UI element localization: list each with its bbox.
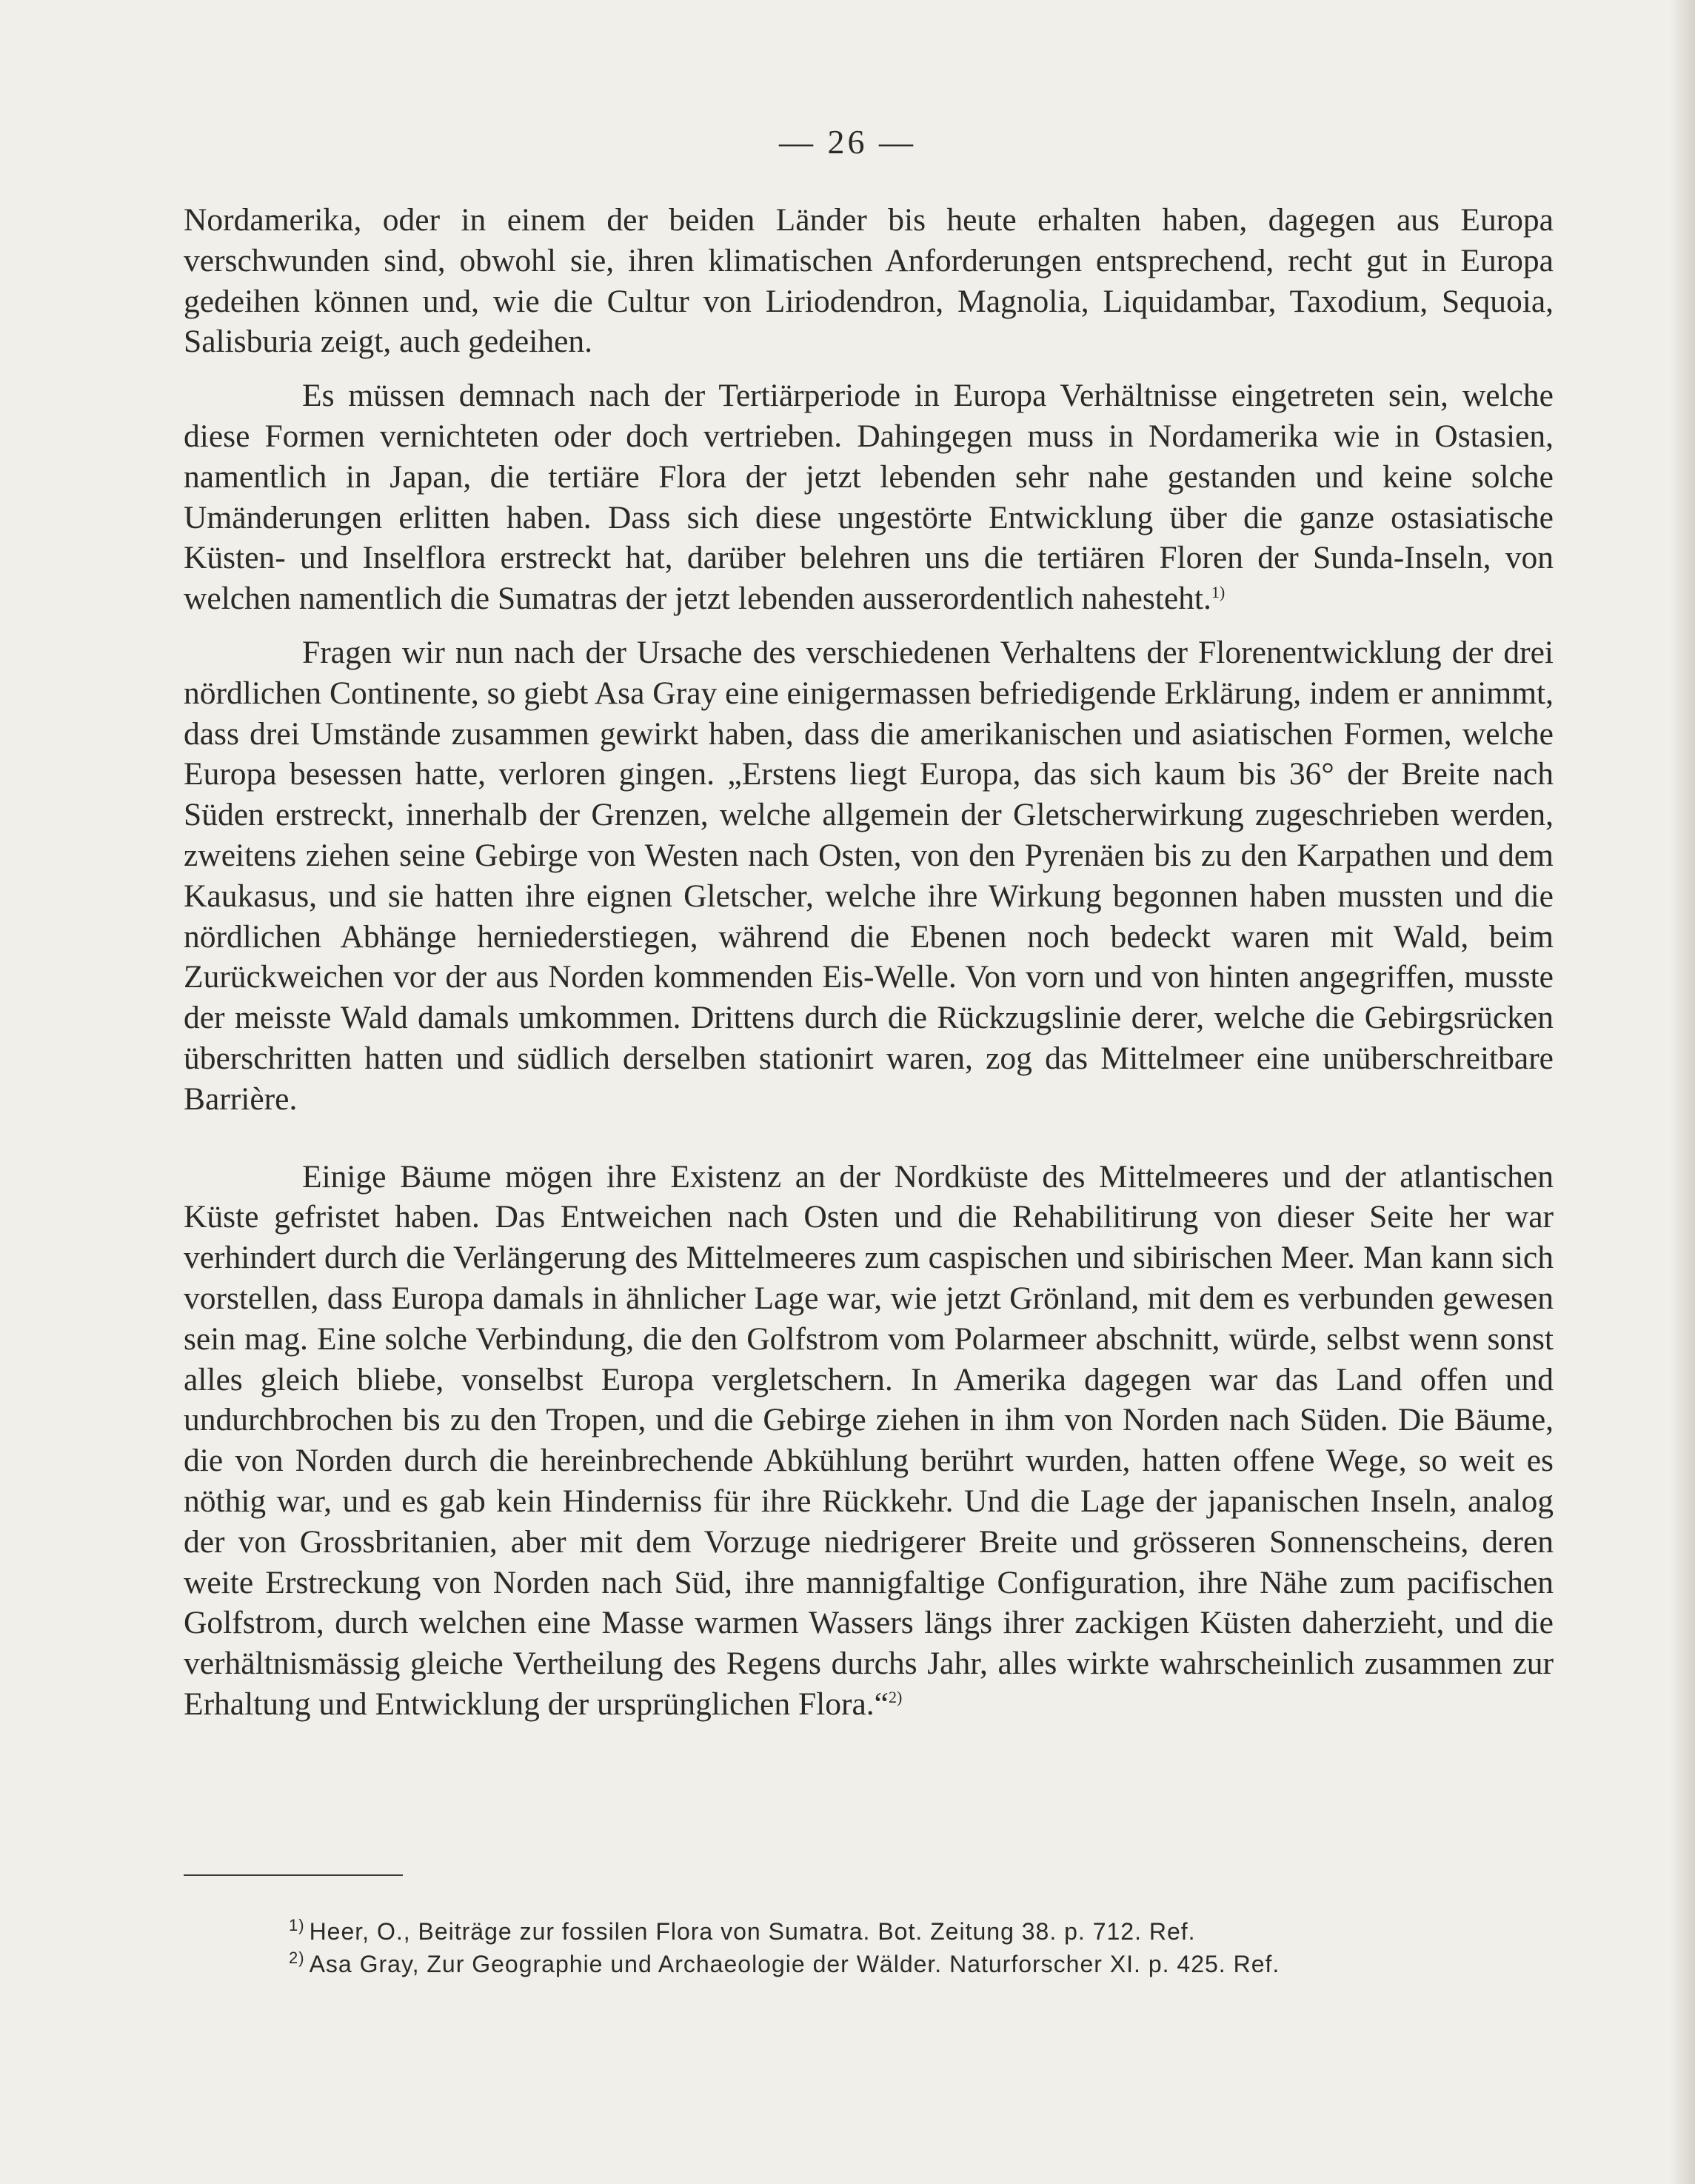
footnote-2 (289, 1948, 1554, 1980)
paragraph-text: Es müssen demnach nach der Tertiärperiode in Europa Verhältnisse eingetreten sein, welche diese Formen vernichteten oder doch vertrieben. Dahingegen muss in Nordamerika wie in Ostasien, namentlich in Japan, die tertiäre Flora der jetzt lebenden sehr nahe gestanden und keine solche Umänderungen erlitten haben. Dass sich diese ungestörte Entwicklung über die ganze ostasiatische Küsten- und Inselflora erstreckt hat, darüber belehren uns die tertiären Floren der Sunda-Inseln, von welchen namentlich die Sumatras der jetzt lebenden ausserordentlich nahesteht. (184, 378, 1554, 617)
footnote-ref: 2) (888, 1688, 903, 1707)
page-number: — 26 — (779, 123, 916, 161)
footnote-separator (184, 1874, 403, 1876)
body-text (184, 200, 1554, 1725)
footnote-mark: 2) (289, 1948, 305, 1968)
paragraph-text: Einige Bäume mögen ihre Existenz an der Nordküste des Mittelmeeres und der atlantischen Küste gefristet haben. Das Entweichen nach Osten und die Rehabilitirung von dieser Seite her war verhindert durch die Verlängerung des Mittelmeeres zum caspischen und sibirischen Meer. Man kann sich vorstellen, dass Europa damals in ähnlicher Lage war, wie jetzt Grönland, mit dem es verbunden gewesen sein mag. Eine solche Verbindung, die den Golfstrom vom Polarmeer abschnitt, würde, selbst wenn sonst alles gleich bliebe, vonselbst Europa vergletschern. In Amerika dagegen war das Land offen und undurchbrochen bis zu den Tropen, und die Gebirge ziehen in ihm von Norden nach Süden. Die Bäume, die von Norden durch die hereinbrechende Abkühlung berührt wurden, hatten offene Wege, so weit es nöthig war, und es gab kein Hinderniss für ihre Rückkehr. Und die Lage der japanischen Inseln, analog der von Grossbritanien, aber mit dem Vorzuge niedrigerer Breite und grösseren Sonnenscheins, deren weite Erstreckung von Norden nach Süd, ihre mannigfaltige Configuration, ihre Nähe zum pacifischen Golfstrom, durch welchen eine Masse warmen Wassers längs ihrer zackigen Küsten daherzieht, und die verhältnismässig gleiche Vertheilung des Regens durchs Jahr, alles wirkte wahrscheinlich zusammen zur Erhaltung und Entwicklung der ursprünglichen Flora.“ (184, 1158, 1554, 1722)
paragraph-tertiary-europe (184, 375, 1554, 619)
footnote-ref: 1) (1211, 582, 1226, 601)
paragraph-asa-gray (184, 632, 1554, 1120)
footnote-mark: 1) (289, 1916, 305, 1935)
footnotes (289, 1915, 1554, 1980)
footnote-1 (289, 1915, 1554, 1948)
paragraph-mediterranean (184, 1157, 1554, 1725)
footnote-text: Heer, O., Beiträge zur fossilen Flora von Sumatra. Bot. Zeitung 38. p. 712. Ref. (309, 1918, 1196, 1945)
page-edge-shadow (1670, 0, 1695, 2184)
paragraph-text: Nordamerika, oder in einem der beiden Länder bis heute erhalten haben, dagegen aus Europa verschwunden sind, obwohl sie, ihren klimatischen Anforderungen entsprechend, recht gut in Europa gedeihen können und, wie die Cultur von Liriodendron, Magnolia, Liquidambar, Taxodium, Sequoia, Salisburia zeigt, auch gedeihen. (184, 202, 1554, 360)
footnote-text: Asa Gray, Zur Geographie und Archaeologie der Wälder. Naturforscher XI. p. 425. Ref. (309, 1951, 1280, 1977)
paragraph-continuation (184, 200, 1554, 362)
paragraph-text: Fragen wir nun nach der Ursache des verschiedenen Verhaltens der Florenentwicklung der drei nördlichen Continente, so giebt Asa Gray eine einigermassen befriedigende Erklärung, indem er annimmt, dass drei Umstände zusammen gewirkt haben, dass die amerikanischen und asiatischen Formen, welche Europa besessen hatte, verloren gingen. „Erstens liegt Europa, das sich kaum bis 36° der Breite nach Süden erstreckt, innerhalb der Grenzen, welche allgemein der Gletscherwirkung zugeschrieben werden, zweitens ziehen seine Gebirge von Westen nach Osten, von den Pyrenäen bis zu den Karpathen und dem Kaukasus, und sie hatten ihre eignen Gletscher, welche ihre Wirkung begonnen haben mussten und die nördlichen Abhänge herniederstiegen, während die Ebenen noch bedeckt waren mit Wald, beim Zurückweichen vor der aus Norden kommenden Eis-Welle. Von vorn und von hinten angegriffen, musste der meisste Wald damals umkommen. Drittens durch die Rückzugslinie derer, welche die Gebirgsrücken überschritten hatten und südlich derselben stationirt waren, zog das Mittelmeer eine unüberschreitbare Barrière. (184, 634, 1554, 1117)
